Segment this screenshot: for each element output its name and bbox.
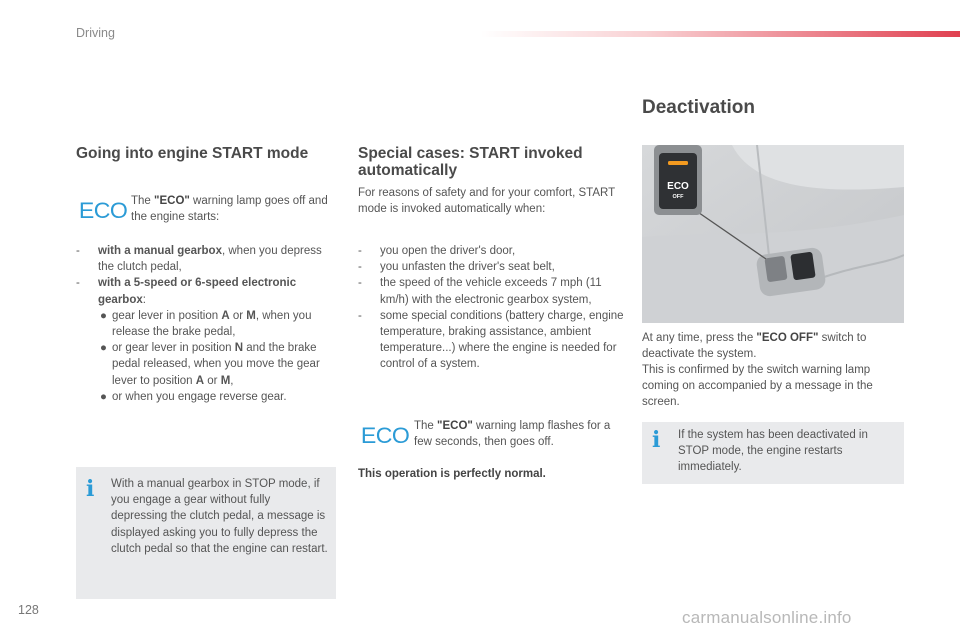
list-item: ● or gear lever in position N and the brake pedal released, when you move the gear lever to position A or M, (100, 342, 320, 387)
heading-special-cases: Special cases: START invoked automatically (358, 145, 583, 179)
eco-warning-icon: ECO (360, 423, 410, 448)
eco-lamp-text: The "ECO" warning lamp goes off and the engine starts: (131, 195, 328, 224)
list-item: - the speed of the vehicle exceeds 7 mph (11 km/h) with the electronic gearbox system, (358, 277, 602, 306)
deactivation-text-1: At any time, press the "ECO OFF" switch to deactivate the system. (642, 332, 867, 361)
list-item: - with a 5-speed or 6-speed electronic gearbox: (76, 277, 297, 306)
info-box-manual-gearbox (76, 467, 336, 599)
info-text: With a manual gearbox in STOP mode, if you engage a gear without fully depressing the clutch pedal, a message is displayed asking you to fully depress the clutch pedal so that the engine can restart. (111, 478, 328, 555)
normal-operation-note: This operation is perfectly normal. (358, 468, 546, 480)
list-item: - you open the driver's door, (358, 245, 516, 257)
watermark: carmanualsonline.info (682, 608, 852, 627)
list-item: - some special conditions (battery charge, engine temperature, braking assistance, ambient temperature...) where the engine is needed for control of a system. (358, 309, 624, 371)
switch-label-off: OFF (672, 194, 684, 200)
eco-flash-text: The "ECO" warning lamp flashes for a few seconds, then goes off. (414, 420, 611, 449)
auto-start-list (358, 243, 628, 373)
eco-off-switch-photo (642, 145, 904, 323)
special-intro: For reasons of safety and for your comfort, START mode is invoked automatically when: (358, 187, 615, 216)
info-icon: i (652, 427, 661, 453)
heading-going-into-start: Going into engine START mode (76, 145, 309, 162)
heading-deactivation: Deactivation (642, 97, 755, 118)
list-item: - with a manual gearbox, when you depress the clutch pedal, (76, 245, 322, 274)
header-accent-bar (480, 31, 960, 37)
eco-warning-icon: ECO (78, 198, 128, 223)
page-number: 128 (18, 603, 39, 617)
deactivation-text-2: This is confirmed by the switch warning lamp coming on accompanied by a message in the screen. (642, 364, 873, 409)
list-item: ● gear lever in position A or M, when you release the brake pedal, (100, 309, 312, 339)
info-icon: i (86, 476, 95, 502)
section-label: Driving (76, 26, 115, 40)
switch-label-eco: ECO (667, 181, 689, 192)
info-text: If the system has been deactivated in STOP mode, the engine restarts immediately. (678, 429, 868, 474)
list-item: - you unfasten the driver's seat belt, (358, 261, 555, 274)
list-item: ● or when you engage reverse gear. (100, 390, 287, 403)
start-conditions-list (76, 243, 338, 405)
info-box-stop-mode (642, 422, 904, 484)
